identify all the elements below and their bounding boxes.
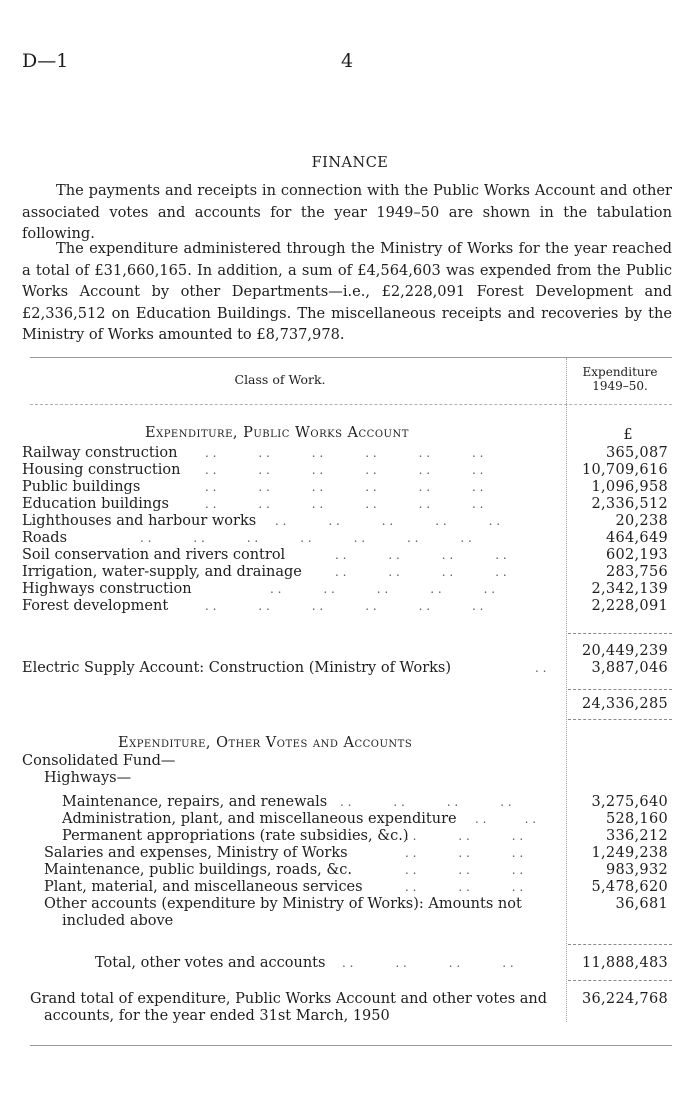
currency-symbol: £ xyxy=(623,427,633,443)
table-row: Soil conservation and rivers control . . . . . . . . 602,193 xyxy=(22,547,668,563)
other-total-under-rule xyxy=(568,980,672,981)
table-row: Lighthouses and harbour works . . . . . . . . . . 20,238 xyxy=(22,513,668,529)
electric-supply-row: Electric Supply Account: Construction (Ministry of Works) . . 3,887,046 xyxy=(22,660,668,676)
page-title: FINANCE xyxy=(311,155,389,171)
grand-total-row: Grand total of expenditure, Public Works Account and other votes and 36,224,768 xyxy=(30,991,668,1007)
table-top-rule xyxy=(30,357,672,358)
table-row: Housing construction . . . . . . . . . . . . 10,709,616 xyxy=(22,462,668,478)
table-row: Public buildings . . . . . . . . . . . . 1,096,958 xyxy=(22,479,668,495)
table-header-rule xyxy=(30,404,672,405)
table-row: Plant, material, and miscellaneous services . . . . . . 5,478,620 xyxy=(44,879,668,895)
other-votes-total-row: Total, other votes and accounts . . . . . . . . 11,888,483 xyxy=(95,955,668,971)
table-row: Administration, plant, and miscellaneous expenditure . . . . 528,160 xyxy=(62,811,668,827)
column-header-expenditure: Expenditure 1949–50. xyxy=(582,365,658,393)
other-total-rule xyxy=(568,944,672,945)
column-header-class: Class of Work. xyxy=(234,372,326,387)
public-works-total-row: 24,336,285 xyxy=(581,696,668,712)
table-row: Maintenance, public buildings, roads, &c. . . . . . . 983,932 xyxy=(44,862,668,878)
table-bottom-rule xyxy=(30,1045,672,1046)
table-row: Roads . . . . . . . . . . . . . . 464,649 xyxy=(22,530,668,546)
expenditure-paragraph: The expenditure administered through the Ministry of Works for the year reached a total of £31,660,165. In addition, a sum of £4,564,603 was expended from the Public Works Account by other Departments—i.e., £2,228,091 Forest Development and £2,336,512 on Education Buildings. The miscellaneous receipts and recoveries by the Ministry of Works amounted to £8,737,978. xyxy=(22,240,672,343)
table-row: Salaries and expenses, Ministry of Works . . . . . . 1,249,238 xyxy=(44,845,668,861)
consolidated-fund-heading: Consolidated Fund— xyxy=(22,753,176,769)
table-row: Education buildings . . . . . . . . . . . . 2,336,512 xyxy=(22,496,668,512)
page-number: 4 xyxy=(341,50,354,72)
table-row: Maintenance, repairs, and renewals . . . . . . . . 3,275,640 xyxy=(62,794,668,810)
table-row-continuation: included above xyxy=(62,913,174,929)
subtotal-rule xyxy=(568,633,672,634)
table-row: Permanent appropriations (rate subsidies, &c.) . . . . . . 336,212 xyxy=(62,828,668,844)
total-rule xyxy=(568,689,672,690)
section-title-other-votes: Expenditure, Other Votes and Accounts xyxy=(118,735,413,751)
table-row: Railway construction . . . . . . . . . . . . 365,087 xyxy=(22,445,668,461)
total-under-rule xyxy=(568,719,672,720)
table-row: Irrigation, water-supply, and drainage . . . . . . . . 283,756 xyxy=(22,564,668,580)
table-row: Forest development . . . . . . . . . . . . 2,228,091 xyxy=(22,598,668,614)
grand-total-row-continuation: accounts, for the year ended 31st March, 1950 xyxy=(44,1008,390,1024)
subtotal-row: 20,449,239 xyxy=(581,643,668,659)
highways-heading: Highways— xyxy=(44,770,132,786)
section-code: D—1 xyxy=(22,50,69,72)
intro-paragraph: The payments and receipts in connection with the Public Works Account and other associated votes and accounts for the year 1949–50 are shown in the tabulation following. xyxy=(22,182,672,242)
table-row: Highways construction . . . . . . . . . . 2,342,139 xyxy=(22,581,668,597)
table-row: Other accounts (expenditure by Ministry of Works): Amounts not 36,681 xyxy=(44,896,668,912)
section-title-public-works: Expenditure, Public Works Account xyxy=(145,425,409,441)
